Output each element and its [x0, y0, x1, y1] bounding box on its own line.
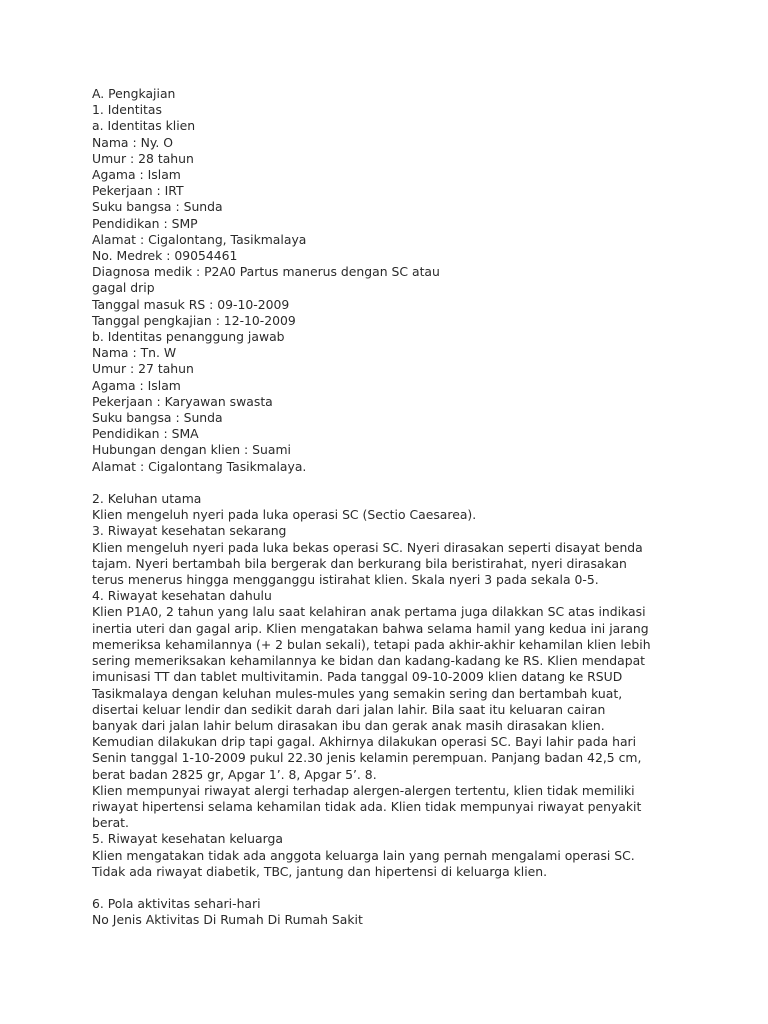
text-line: Umur : 28 tahun — [92, 150, 194, 166]
text-line: Klien mempunyai riwayat alergi terhadap alergen-alergen tertentu, klien tidak memiliki — [92, 782, 635, 798]
text-line: 3. Riwayat kesehatan sekarang — [92, 523, 287, 539]
blank-line — [92, 880, 712, 896]
document-body — [92, 86, 712, 929]
text-line: Kemudian dilakukan drip tapi gagal. Akhirnya dilakukan operasi SC. Bayi lahir pada hari — [92, 734, 637, 750]
text-line: 1. Identitas — [92, 102, 162, 118]
text-line: Nama : Tn. W — [92, 345, 177, 361]
text-line: 6. Pola aktivitas sehari-hari — [92, 896, 261, 912]
text-line: No. Medrek : 09054461 — [92, 248, 238, 264]
text-line: tajam. Nyeri bertambah bila bergerak dan berkurang bila beristirahat, nyeri dirasakan — [92, 555, 627, 571]
text-line: Klien P1A0, 2 tahun yang lalu saat kelahiran anak pertama juga dilakkan SC atas indikasi — [92, 604, 646, 620]
text-line: berat badan 2825 gr, Apgar 1’. 8, Apgar 5’. 8. — [92, 766, 377, 782]
text-line: Alamat : Cigalontang, Tasikmalaya — [92, 231, 307, 247]
text-line: No Jenis Aktivitas Di Rumah Di Rumah Sakit — [92, 912, 363, 928]
text-line: b. Identitas penanggung jawab — [92, 329, 285, 345]
text-line: berat. — [92, 815, 129, 831]
text-line: Tidak ada riwayat diabetik, TBC, jantung dan hipertensi di keluarga klien. — [92, 863, 548, 879]
text-line: Hubungan dengan klien : Suami — [92, 442, 291, 458]
text-line: 4. Riwayat kesehatan dahulu — [92, 588, 272, 604]
text-line: Suku bangsa : Sunda — [92, 199, 223, 215]
text-line: 5. Riwayat kesehatan keluarga — [92, 831, 283, 847]
text-line: Tanggal masuk RS : 09-10-2009 — [92, 296, 290, 312]
text-line: Umur : 27 tahun — [92, 361, 194, 377]
text-line: imunisasi TT dan tablet multivitamin. Pada tanggal 09-10-2009 klien datang ke RSUD — [92, 669, 623, 685]
text-line: sering memeriksakan kehamilannya ke bidan dan kadang-kadang ke RS. Klien mendapat — [92, 653, 646, 669]
text-line: Pendidikan : SMP — [92, 215, 198, 231]
text-line: Tasikmalaya dengan keluhan mules-mules yang semakin sering dan bertambah kuat, — [92, 685, 623, 701]
text-line: Pendidikan : SMA — [92, 426, 199, 442]
text-line: A. Pengkajian — [92, 86, 176, 101]
text-line: riwayat hipertensi selama kehamilan tidak ada. Klien tidak mempunyai riwayat penyakit — [92, 798, 642, 814]
text-line: Klien mengeluh nyeri pada luka bekas operasi SC. Nyeri dirasakan seperti disayat benda — [92, 539, 643, 555]
blank-line — [92, 475, 712, 491]
text-line: 2. Keluhan utama — [92, 491, 202, 507]
text-line: Suku bangsa : Sunda — [92, 410, 223, 426]
text-line: Klien mengeluh nyeri pada luka operasi SC (Sectio Caesarea). — [92, 507, 477, 523]
text-line: Senin tanggal 1-10-2009 pukul 22.30 jenis kelamin perempuan. Panjang badan 42,5 cm, — [92, 750, 642, 766]
text-line: Pekerjaan : IRT — [92, 183, 184, 199]
text-line: Agama : Islam — [92, 377, 181, 393]
text-line: Tanggal pengkajian : 12-10-2009 — [92, 312, 296, 328]
text-line: Diagnosa medik : P2A0 Partus manerus dengan SC atau — [92, 264, 440, 280]
text-line: Pekerjaan : Karyawan swasta — [92, 393, 273, 409]
text-line: Klien mengatakan tidak ada anggota keluarga lain yang pernah mengalami operasi SC. — [92, 847, 635, 863]
text-line: banyak dari jalan lahir belum dirasakan ibu dan gerak anak masih dirasakan klien. — [92, 717, 605, 733]
text-line: terus menerus hingga mengganggu istirahat klien. Skala nyeri 3 pada sekala 0-5. — [92, 572, 599, 588]
text-line: disertai keluar lendir dan sedikit darah dari jalan lahir. Bila saat itu keluaran cairan — [92, 701, 606, 717]
text-line: Alamat : Cigalontang Tasikmalaya. — [92, 458, 307, 474]
text-line: Agama : Islam — [92, 167, 181, 183]
text-line: a. Identitas klien — [92, 118, 196, 134]
text-line: memeriksa kehamilannya (+ 2 bulan sekali), tetapi pada akhir-akhir kehamilan klien lebih — [92, 636, 651, 652]
text-line: Nama : Ny. O — [92, 134, 174, 150]
text-line: inertia uteri dan gagal arip. Klien mengatakan bahwa selama hamil yang kedua ini jarang — [92, 620, 649, 636]
text-line: gagal drip — [92, 280, 155, 296]
